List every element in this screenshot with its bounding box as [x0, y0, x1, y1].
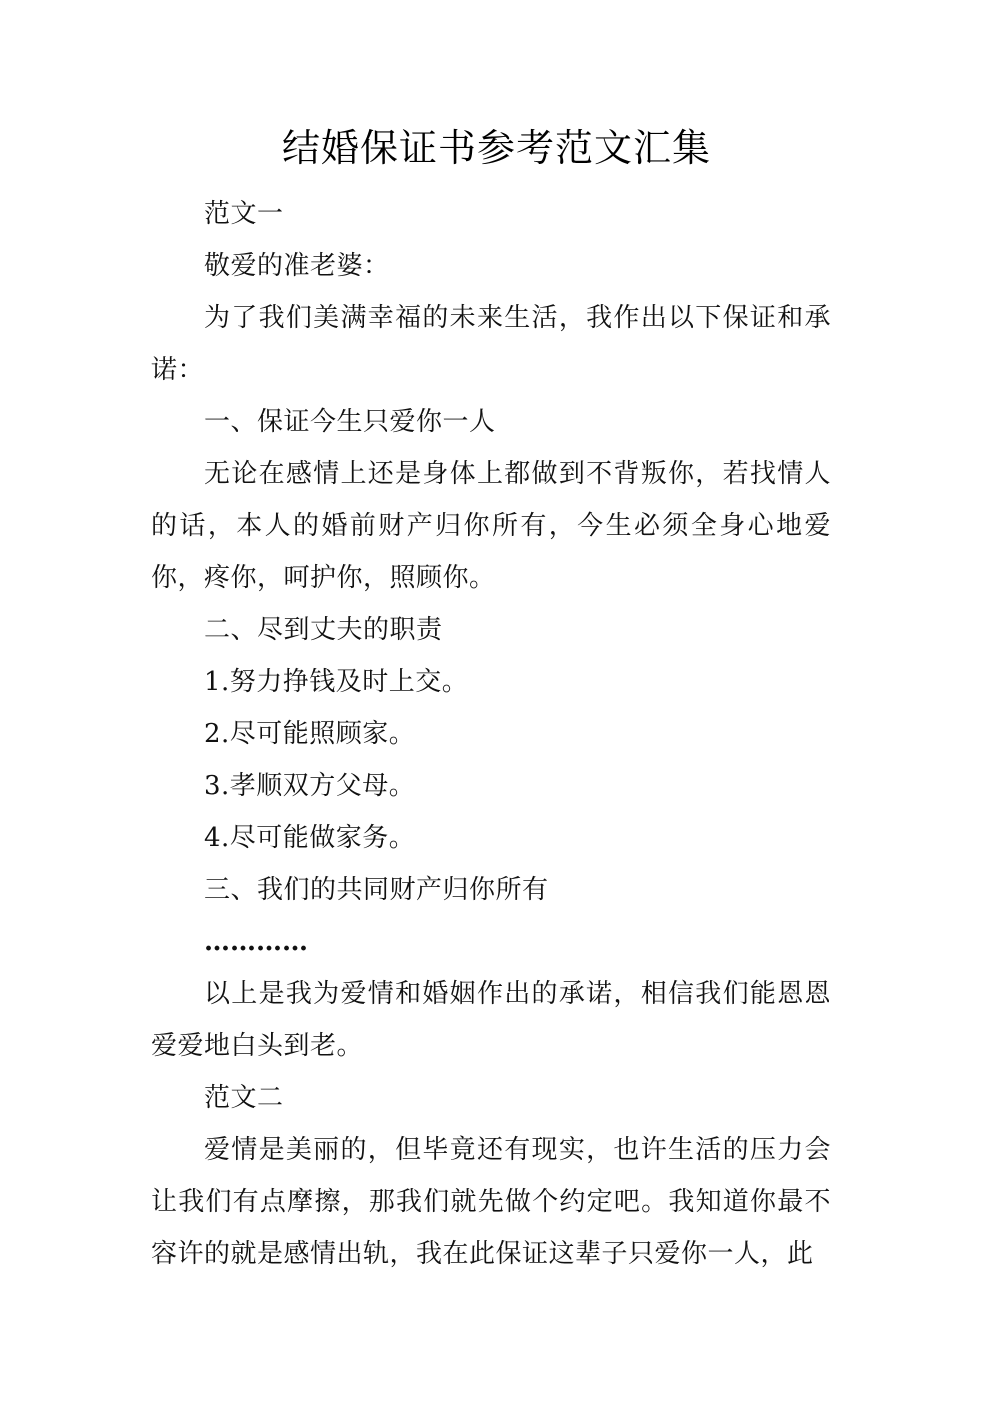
list-item-4: 4.尽可能做家务。	[204, 823, 416, 853]
paragraph-section-one-body: 无论在感情上还是身体上都做到不背叛你，若找情人的话，本人的婚前财产归你所有，今生必须全身心地爱你，疼你，呵护你，照顾你。	[151, 459, 831, 593]
paragraph-section-three: 三、我们的共同财产归你所有	[204, 875, 549, 905]
paragraph-salutation: 敬爱的准老婆：	[204, 251, 390, 281]
paragraph-closing: 以上是我为爱情和婚姻作出的承诺，相信我们能恩恩爱爱地白头到老。	[151, 979, 831, 1061]
paragraph-section-one: 一、保证今生只爱你一人	[204, 407, 496, 437]
paragraph-section-two: 二、尽到丈夫的职责	[204, 615, 443, 645]
ellipsis-line: …………	[204, 927, 308, 957]
paragraph-sample-2-heading: 范文二	[204, 1083, 284, 1113]
document-body	[151, 188, 831, 1280]
document-title: 结婚保证书参考范文汇集	[281, 126, 711, 170]
paragraph-promise-intro: 为了我们美满幸福的未来生活，我作出以下保证和承诺：	[151, 303, 831, 385]
list-item-1: 1.努力挣钱及时上交。	[204, 667, 469, 697]
list-item-3: 3.孝顺双方父母。	[204, 771, 416, 801]
list-item-2: 2.尽可能照顾家。	[204, 719, 416, 749]
paragraph-sample-1-heading: 范文一	[204, 199, 284, 229]
paragraph-sample-2-body: 爱情是美丽的，但毕竟还有现实，也许生活的压力会让我们有点摩擦，那我们就先做个约定吧。我知道你最不容许的就是感情出轨，我在此保证这辈子只爱你一人，此	[151, 1135, 831, 1269]
